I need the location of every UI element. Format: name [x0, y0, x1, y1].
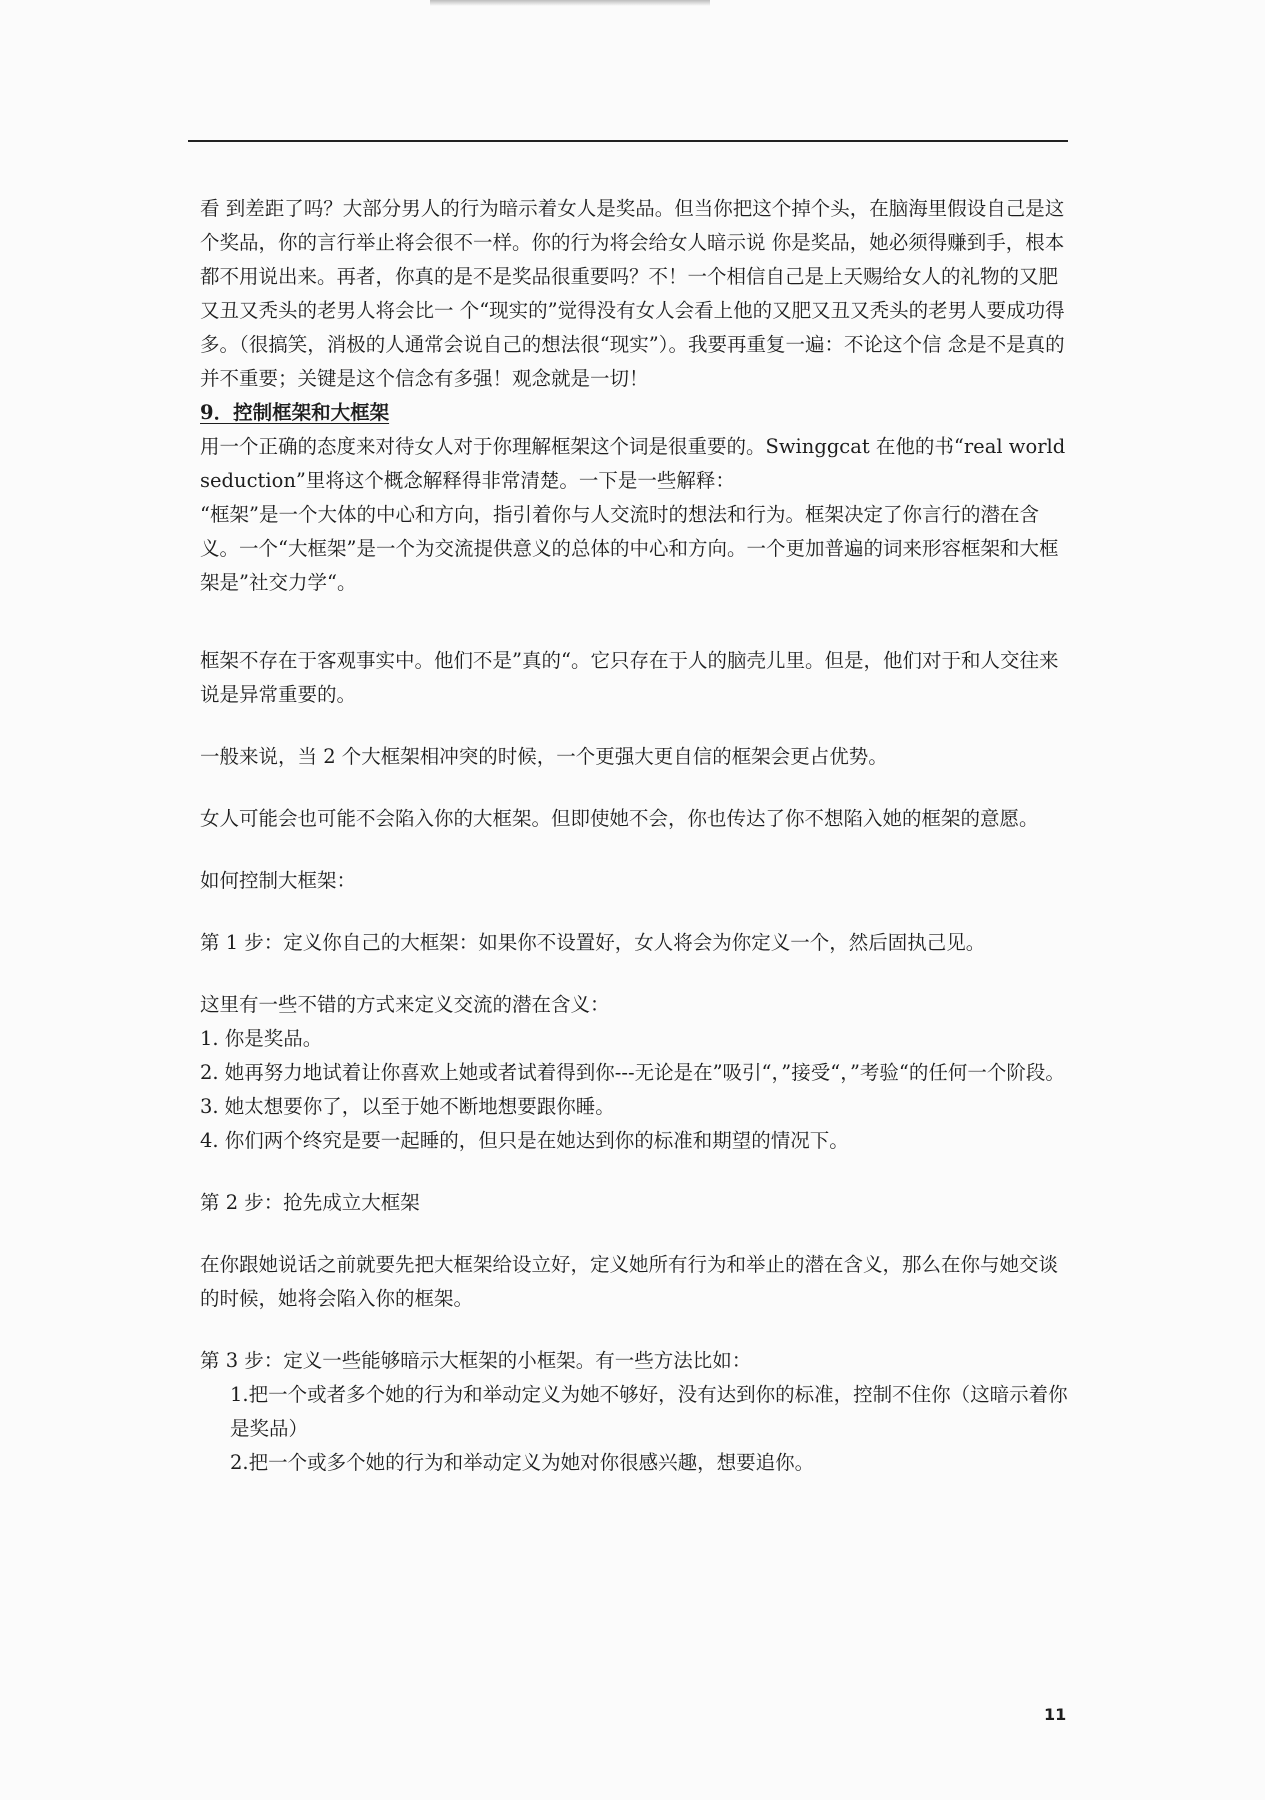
step-1: 第 1 步：定义你自己的大框架：如果你不设置好，女人将会为你定义一个，然后固执己见。: [200, 931, 986, 954]
paragraph: “框架”是一个大体的中心和方向，指引着你与人交流时的想法和行为。框架决定了你言行的潜在含义。一个“大框架”是一个为交流提供意义的总体的中心和方向。一个更加普遍的词来形容框架和大框架是”社交力学“。: [200, 503, 1059, 594]
list-item: 3. 她太想要你了，以至于她不断地想要跟你睡。: [200, 1095, 615, 1118]
paragraph: 用一个正确的态度来对待女人对于你理解框架这个词是很重要的。Swinggcat 在他的书“real world seduction”里将这个概念解释得非常清楚。一下是一些解释：: [200, 435, 1066, 492]
paragraph: 如何控制大框架：: [200, 869, 357, 892]
list-item: 1.把一个或者多个她的行为和举动定义为她不够好，没有达到你的标准，控制不住你（这暗示着你是奖品）: [230, 1383, 1068, 1440]
step-3: 第 3 步：定义一些能够暗示大框架的小框架。有一些方法比如：: [200, 1349, 752, 1372]
step-2: 第 2 步：抢先成立大框架: [200, 1191, 420, 1214]
page-number: 11: [1044, 1705, 1067, 1724]
list-item: 4. 你们两个终究是要一起睡的，但只是在她达到你的标准和期望的情况下。: [200, 1129, 849, 1152]
paragraph: 女人可能会也可能不会陷入你的大框架。但即使她不会，你也传达了你不想陷入她的框架的意愿。: [200, 807, 1039, 830]
list-item: 2.把一个或多个她的行为和举动定义为她对你很感兴趣，想要追你。: [230, 1451, 815, 1474]
paragraph: 这里有一些不错的方式来定义交流的潜在含义：: [200, 993, 610, 1016]
body-text: [200, 192, 1070, 1480]
scan-shadow: [430, 0, 710, 6]
list-item: 1. 你是奖品。: [200, 1027, 323, 1050]
paragraph: 看 到差距了吗？大部分男人的行为暗示着女人是奖品。但当你把这个掉个头，在脑海里假设自己是这个奖品，你的言行举止将会很不一样。你的行为将会给女人暗示说 你是奖品，她必须得赚到手，根本都不用说出来。再者，你真的是不是奖品很重要吗？不！一个相信自己是上天赐给女人的礼物的又肥又丑又秃头的老男人将会比一 个“现实的”觉得没有女人会看上他的又肥又丑又秃头的老男人要成功得多。（很搞笑，消极的人通常会说自己的想法很“现实”）。我要再重复一遍：不论这个信 念是不是真的并不重要；关键是这个信念有多强！观念就是一切！: [200, 197, 1065, 390]
header-rule: [188, 140, 1068, 142]
paragraph: 一般来说，当 2 个大框架相冲突的时候，一个更强大更自信的框架会更占优势。: [200, 745, 888, 768]
section-heading: 9．控制框架和大框架: [200, 401, 390, 424]
paragraph: 框架不存在于客观事实中。他们不是”真的“。它只存在于人的脑壳儿里。但是，他们对于和人交往来说是异常重要的。: [200, 649, 1059, 706]
paragraph: 在你跟她说话之前就要先把大框架给设立好，定义她所有行为和举止的潜在含义，那么在你与她交谈的时候，她将会陷入你的框架。: [200, 1253, 1059, 1310]
list-item: 2. 她再努力地试着让你喜欢上她或者试着得到你---无论是在”吸引“，”接受“，”考验“的任何一个阶段。: [200, 1061, 1065, 1084]
